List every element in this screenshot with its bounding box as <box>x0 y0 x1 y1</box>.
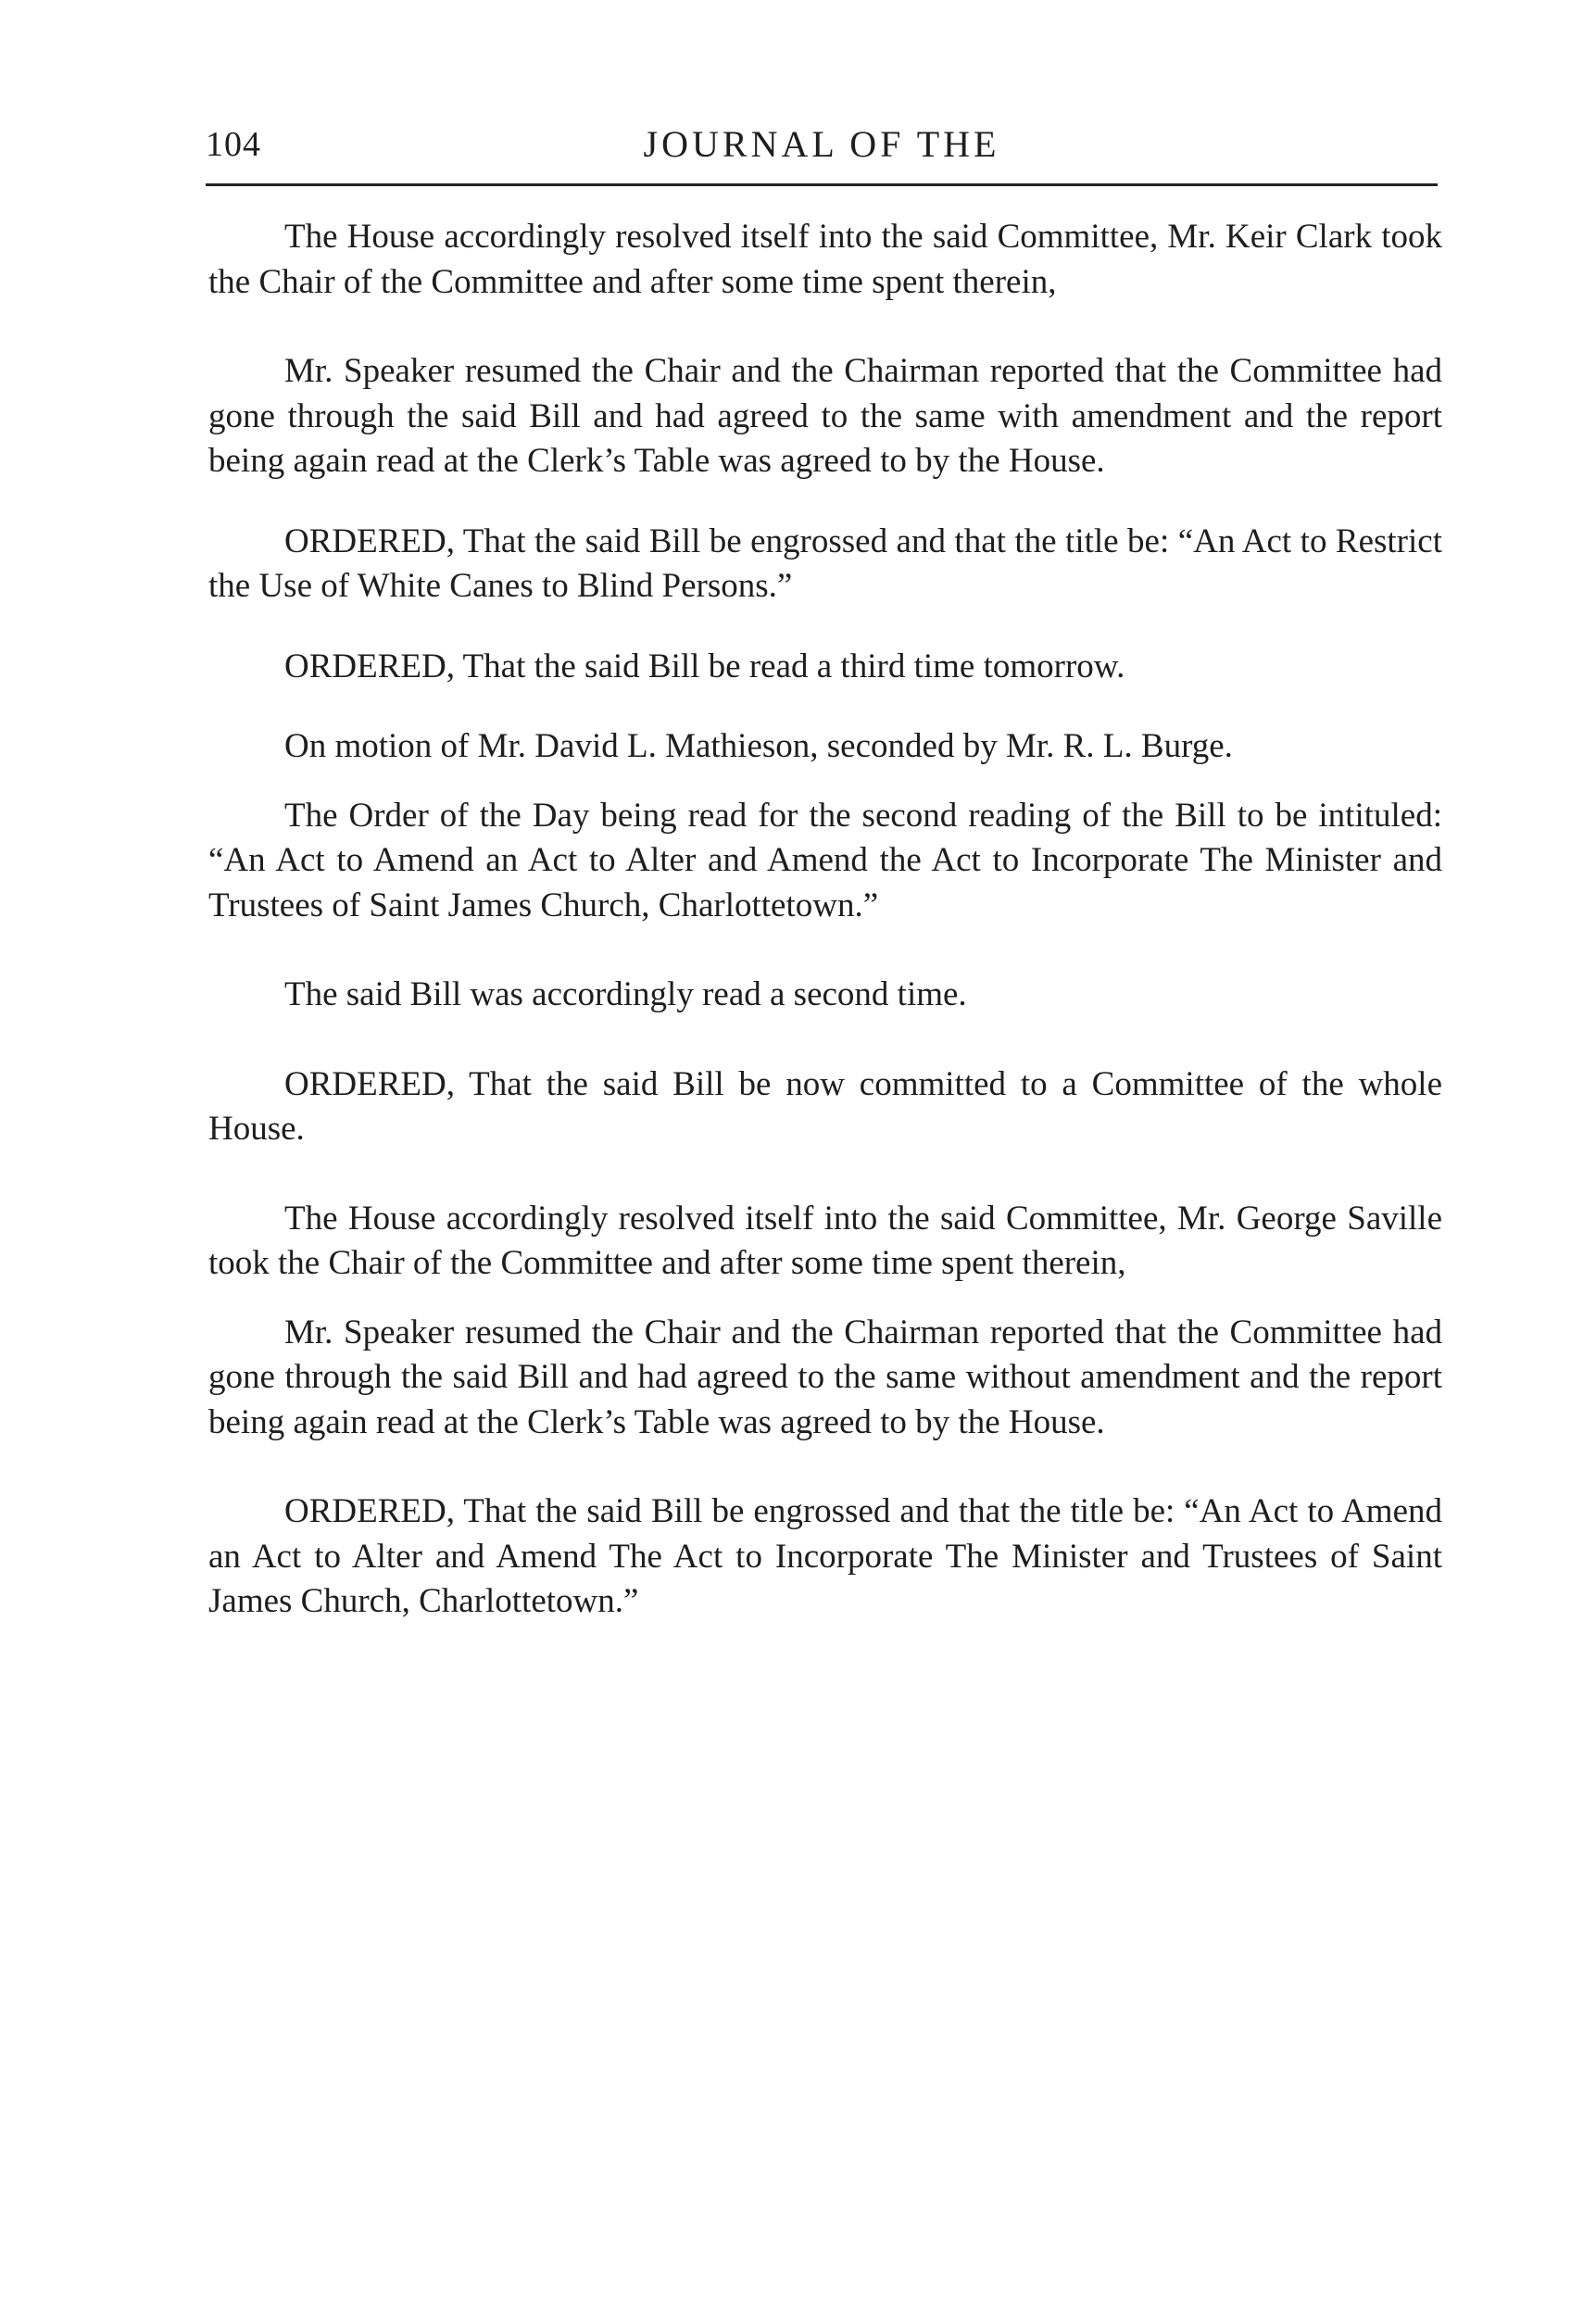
paragraph-committee-resolved: The House accordingly resolved itself into the said Committee, Mr. Keir Clark took the Chair of the Committee and after some time spent therein, <box>208 218 1442 301</box>
paragraph-second-reading: The said Bill was accordingly read a second time. <box>284 975 967 1013</box>
paragraph-ordered-third-reading: ORDERED, That the said Bill be read a third time tomorrow. <box>284 647 1125 685</box>
paragraph-speaker-resumed: Mr. Speaker resumed the Chair and the Chairman reported that the Committee had gone through the said Bill and had agreed to the same with amendment and the report being again read at the Clerk’s Table was agreed to by the House. <box>208 352 1442 480</box>
page-number: 104 <box>206 125 261 164</box>
paragraph-ordered-title-2: ORDERED, That the said Bill be engrossed and that the title be: “An Act to Amend an Act to Alter and Amend The Act to Incorporate The Minister and Trustees of Saint James Church, Charlottetown.” <box>208 1492 1442 1620</box>
paragraph-committee-resolved-2: The House accordingly resolved itself into the said Committee, Mr. George Saville took the Chair of the Committee and after some time spent therein, <box>208 1199 1442 1282</box>
running-head: JOURNAL OF THE <box>643 123 1000 165</box>
paragraph-order-of-day: The Order of the Day being read for the second reading of the Bill to be intituled: “An Act to Amend an Act to Alter and Amend the Act to Incorporate The Minister and Trustees of Saint James Church, Charlottetown.” <box>208 796 1442 924</box>
paragraph-ordered-committed: ORDERED, That the said Bill be now committed to a Committee of the whole House. <box>208 1064 1442 1148</box>
journal-body <box>208 215 1442 1625</box>
paragraph-speaker-resumed-2: Mr. Speaker resumed the Chair and the Chairman reported that the Committee had gone through the said Bill and had agreed to the same without amendment and the report being again read at the Clerk’s Table was agreed to by the House. <box>208 1313 1442 1441</box>
page-header <box>206 119 1438 186</box>
paragraph-ordered-title: ORDERED, That the said Bill be engrossed and that the title be: “An Act to Restrict the Use of White Canes to Blind Persons.” <box>208 522 1442 605</box>
paragraph-motion: On motion of Mr. David L. Mathieson, seconded by Mr. R. L. Burge. <box>284 727 1233 765</box>
